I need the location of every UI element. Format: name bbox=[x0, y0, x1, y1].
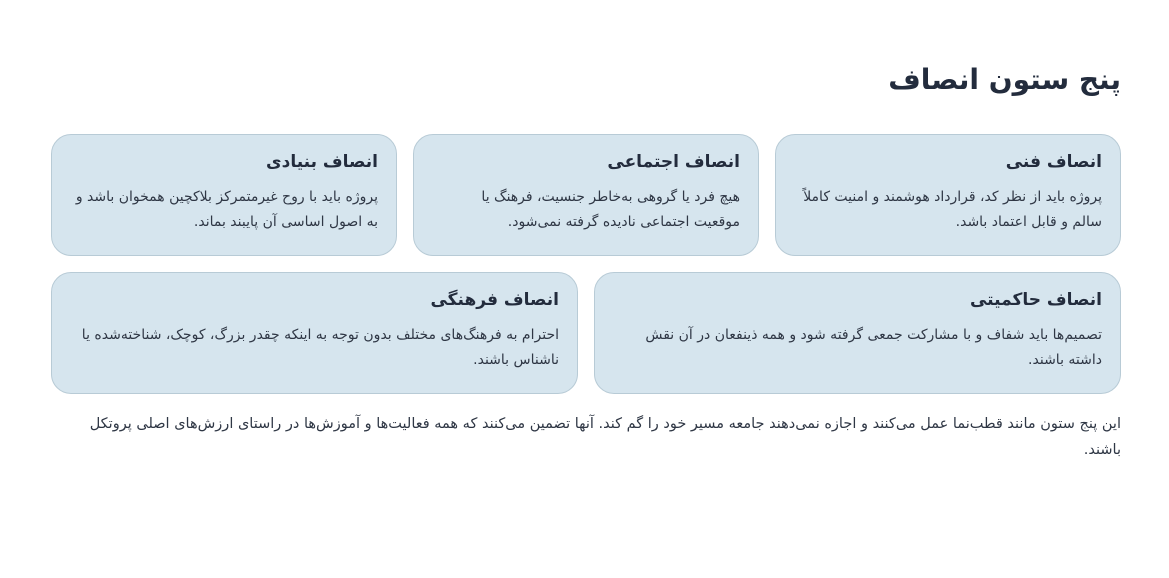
card-title: انصاف اجتماعی bbox=[607, 152, 740, 172]
card-social-fairness bbox=[413, 134, 759, 256]
card-title: انصاف فرهنگی bbox=[430, 290, 559, 310]
card-technical-fairness bbox=[775, 134, 1121, 256]
card-text: تصمیم‌ها باید شفاف و با مشارکت جمعی گرفته شود و همه ذینفعان در آن نقش داشته باشند. bbox=[645, 327, 1102, 368]
summary-paragraph: این پنج ستون مانند قطب‌نما عمل می‌کنند و اجازه نمی‌دهند جامعه مسیر خود را گم کند. آنها تضمین می‌کنند که همه فعالیت‌ها و آموزش‌ها در راستای ارزش‌های اصلی پروتکل باشند. bbox=[89, 416, 1121, 458]
card-title: انصاف فنی bbox=[1005, 152, 1102, 172]
cards-row-2 bbox=[51, 272, 1121, 394]
card-text: پروژه باید از نظر کد، قرارداد هوشمند و امنیت کاملاً سالم و قابل اعتماد باشد. bbox=[803, 189, 1102, 230]
card-title: انصاف بنیادی bbox=[266, 152, 378, 172]
cards-row-1 bbox=[51, 134, 1121, 256]
card-governance-fairness bbox=[594, 272, 1121, 394]
card-cultural-fairness bbox=[51, 272, 578, 394]
card-text: پروژه باید با روح غیرمتمرکز بلاکچین همخوان باشد و به اصول اساسی آن پایبند بماند. bbox=[75, 189, 378, 230]
page-title: پنج ستون انصاف bbox=[888, 63, 1121, 96]
card-text: هیچ فرد یا گروهی به‌خاطر جنسیت، فرهنگ یا موقعیت اجتماعی نادیده گرفته نمی‌شود. bbox=[481, 189, 740, 230]
card-title: انصاف حاکمیتی bbox=[969, 290, 1102, 310]
card-fundamental-fairness bbox=[51, 134, 397, 256]
card-text: احترام به فرهنگ‌های مختلف بدون توجه به اینکه چقدر بزرگ، کوچک، شناخته‌شده یا ناشناس باشند. bbox=[81, 327, 559, 368]
